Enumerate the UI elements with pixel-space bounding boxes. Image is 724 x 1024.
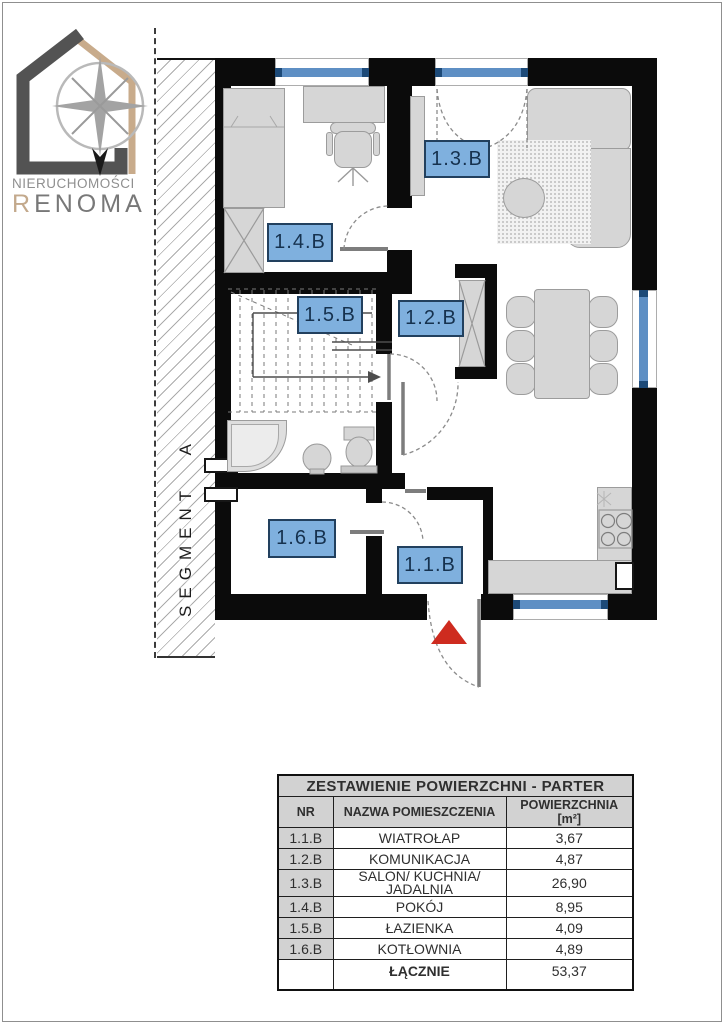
table-row	[278, 918, 633, 939]
logo-text-nieruchomosci: NIERUCHOMOŚCI	[12, 176, 135, 191]
cell-name: POKÓJ	[333, 897, 506, 918]
table-title: ZESTAWIENIE POWIERZCHNI - PARTER	[278, 775, 633, 797]
cell-nr: 1.4.B	[278, 897, 333, 918]
chair-base-lines	[338, 168, 368, 186]
area-summary-table	[277, 774, 634, 991]
toilet	[341, 427, 377, 473]
table-row	[278, 870, 633, 897]
sink	[303, 444, 331, 474]
entrance-opening	[427, 594, 481, 620]
wardrobe-room14	[224, 208, 264, 273]
cell-nr: 1.3.B	[278, 870, 333, 897]
room-label-1-5-b: 1.5.B	[297, 296, 363, 334]
room-label-1-4-b: 1.4.B	[267, 223, 333, 262]
wall-kitchen-left	[483, 487, 493, 620]
dining-chair	[588, 330, 618, 362]
section-cut-line	[154, 28, 156, 658]
col-header-area: POWIERZCHNIA [m²]	[506, 797, 633, 828]
balcony-door-glass	[435, 68, 528, 77]
wall-room14-stairs	[215, 272, 395, 294]
room-label-1-1-b: 1.1.B	[397, 546, 463, 584]
wall-hall-top	[427, 487, 483, 500]
coffee-table	[503, 178, 545, 218]
cell-area: 4,89	[506, 939, 633, 960]
desk-chair-arm-right	[373, 132, 380, 156]
window-kitchen-glass	[513, 600, 608, 609]
kitchen-sink-box	[615, 562, 634, 590]
table-row	[278, 849, 633, 870]
cell-nr-empty	[278, 960, 333, 990]
dining-table	[534, 289, 590, 399]
wall-room16-room11	[366, 536, 382, 594]
desk	[303, 86, 385, 123]
cell-nr: 1.5.B	[278, 918, 333, 939]
table-row	[278, 939, 633, 960]
cell-nr: 1.1.B	[278, 828, 333, 849]
door-leaves	[389, 354, 479, 687]
table-row	[278, 897, 633, 918]
bed	[223, 88, 285, 208]
wall-bath-upper	[376, 294, 392, 354]
room-label-1-2-b: 1.2.B	[398, 300, 464, 337]
window-room14-glass	[275, 68, 369, 77]
wall-divider-stub	[366, 489, 382, 503]
cell-nr: 1.6.B	[278, 939, 333, 960]
dining-chair	[588, 363, 618, 395]
col-header-nr: NR	[278, 797, 333, 828]
room-label-1-6-b: 1.6.B	[268, 519, 336, 558]
kitchen-counter-bottom	[488, 560, 632, 594]
cell-name: ŁAZIENKA	[333, 918, 506, 939]
table-total-row	[278, 960, 633, 990]
cell-area: 4,87	[506, 849, 633, 870]
renoma-logo	[8, 16, 156, 221]
wall-bath-bottom	[215, 473, 405, 489]
dining-chair	[506, 296, 536, 328]
total-area: 53,37	[506, 960, 633, 990]
cell-name: WIATROŁAP	[333, 828, 506, 849]
col-header-name: NAZWA POMIESZCZENIA	[333, 797, 506, 828]
kitchen-counter-right	[597, 487, 632, 562]
logo-rest: ENOMA	[34, 190, 146, 218]
total-label: ŁĄCZNIE	[333, 960, 506, 990]
cell-name: KOMUNIKACJA	[333, 849, 506, 870]
cell-nr: 1.2.B	[278, 849, 333, 870]
tv-cabinet	[410, 96, 425, 196]
cell-area: 8,95	[506, 897, 633, 918]
window-right-glass	[639, 290, 648, 388]
room-label-1-3-b: 1.3.B	[424, 140, 490, 178]
cell-area: 4,09	[506, 918, 633, 939]
cell-name: KOTŁOWNIA	[333, 939, 506, 960]
wall-wardrobe-bottom	[455, 367, 497, 379]
dining-chair	[506, 330, 536, 362]
desk-chair-arm-left	[326, 132, 333, 156]
logo-text-renoma	[12, 190, 146, 219]
segment-label: SEGMENT A	[176, 437, 195, 617]
cell-area: 26,90	[506, 870, 633, 897]
wall-wardrobe-right	[485, 264, 497, 379]
cell-area: 3,67	[506, 828, 633, 849]
wall-room14-living	[387, 86, 412, 208]
dining-chair	[506, 363, 536, 395]
entrance-arrow	[431, 620, 467, 644]
cell-name: SALON/ KUCHNIA/ JADALNIA	[333, 870, 506, 897]
desk-chair-seat	[334, 131, 372, 168]
logo-initial: R	[12, 190, 35, 218]
chimney-vent-lower	[204, 487, 238, 502]
dining-chair	[588, 296, 618, 328]
table-row	[278, 828, 633, 849]
